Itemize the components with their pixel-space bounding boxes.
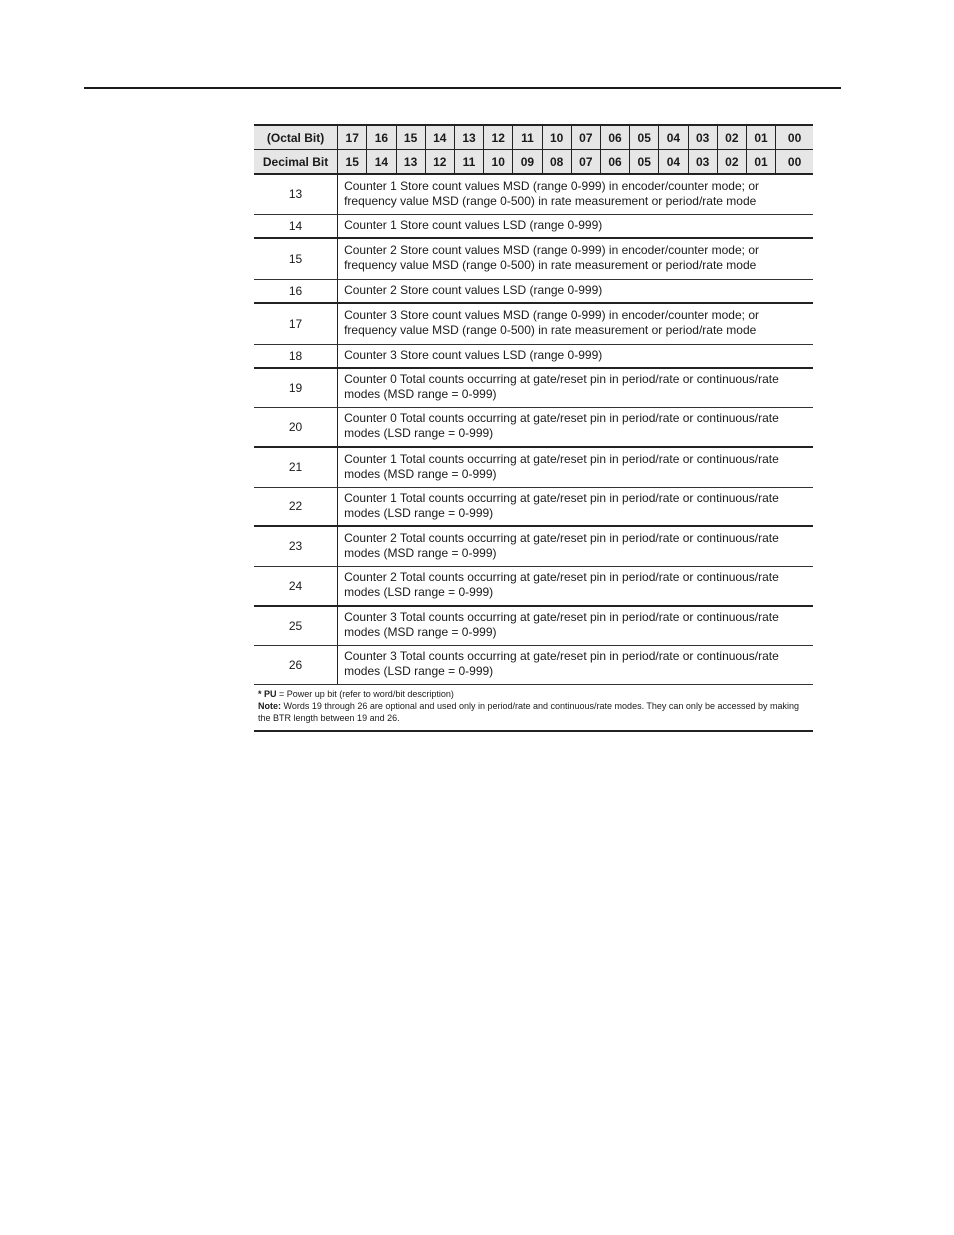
decimal-bit-cell: 03 (688, 150, 717, 175)
octal-bit-cell: 11 (513, 125, 542, 150)
decimal-bit-cell: 11 (454, 150, 483, 175)
word-number-cell: 13 (254, 174, 338, 214)
word-description-cell: Counter 3 Store count values MSD (range 0-999) in encoder/counter mode; or frequency value MSD (range 0-500) in rate measurement or period/rate mode (338, 303, 813, 344)
decimal-bit-cell: 09 (513, 150, 542, 175)
octal-bit-cell: 02 (717, 125, 746, 150)
word-description-cell: Counter 1 Store count values MSD (range 0-999) in encoder/counter mode; or frequency value MSD (range 0-500) in rate measurement or period/rate mode (338, 174, 813, 214)
decimal-bit-cell: 10 (484, 150, 513, 175)
table-row (254, 645, 813, 684)
table-row (254, 606, 813, 645)
table-row (254, 174, 813, 214)
table-row (254, 214, 813, 238)
octal-bit-cell: 16 (367, 125, 396, 150)
note-text: Words 19 through 26 are optional and used only in period/rate and continuous/rate modes. They can only be accessed by making the BTR length between 19 and 26. (258, 700, 799, 723)
octal-bit-cell: 14 (425, 125, 454, 150)
pu-footnote (258, 688, 809, 700)
octal-bit-cell: 15 (396, 125, 425, 150)
word-number-cell: 22 (254, 487, 338, 526)
octal-bit-cell: 07 (571, 125, 600, 150)
word-number-cell: 18 (254, 344, 338, 368)
octal-bit-cell: 10 (542, 125, 571, 150)
table-row (254, 279, 813, 303)
table-row (254, 303, 813, 344)
word-number-cell: 23 (254, 526, 338, 566)
decimal-bit-cell: 05 (630, 150, 659, 175)
word-description-cell: Counter 1 Store count values LSD (range 0-999) (338, 214, 813, 238)
table-row (254, 447, 813, 487)
octal-bit-cell: 05 (630, 125, 659, 150)
decimal-bit-cell: 01 (746, 150, 775, 175)
word-number-cell: 25 (254, 606, 338, 645)
word-description-cell: Counter 1 Total counts occurring at gate/reset pin in period/rate or continuous/rate modes (LSD range = 0-999) (338, 487, 813, 526)
octal-bit-header-row (254, 125, 813, 150)
word-description-cell: Counter 2 Store count values MSD (range 0-999) in encoder/counter mode; or frequency value MSD (range 0-500) in rate measurement or period/rate mode (338, 238, 813, 279)
table-row (254, 368, 813, 407)
decimal-bit-cell: 06 (600, 150, 629, 175)
decimal-bit-cell: 02 (717, 150, 746, 175)
decimal-bit-cell: 08 (542, 150, 571, 175)
top-rule (84, 87, 841, 89)
decimal-bit-cell: 00 (776, 150, 813, 175)
word-number-cell: 14 (254, 214, 338, 238)
decimal-bit-cell: 12 (425, 150, 454, 175)
octal-bit-cell: 06 (600, 125, 629, 150)
decimal-bit-cell: 13 (396, 150, 425, 175)
table-notes (254, 684, 813, 731)
note-label: Note: (258, 700, 281, 711)
octal-bit-cell: 01 (746, 125, 775, 150)
word-description-cell: Counter 2 Total counts occurring at gate/reset pin in period/rate or continuous/rate modes (LSD range = 0-999) (338, 566, 813, 606)
table-row (254, 344, 813, 368)
octal-bit-cell: 03 (688, 125, 717, 150)
bit-map-table (254, 124, 813, 732)
word-number-cell: 26 (254, 645, 338, 684)
word-description-cell: Counter 1 Total counts occurring at gate/reset pin in period/rate or continuous/rate modes (MSD range = 0-999) (338, 447, 813, 487)
word-number-cell: 19 (254, 368, 338, 407)
decimal-bit-cell: 07 (571, 150, 600, 175)
decimal-bit-cell: 14 (367, 150, 396, 175)
word-number-cell: 21 (254, 447, 338, 487)
word-number-cell: 15 (254, 238, 338, 279)
word-description-cell: Counter 2 Total counts occurring at gate/reset pin in period/rate or continuous/rate modes (MSD range = 0-999) (338, 526, 813, 566)
table-row (254, 526, 813, 566)
table-row (254, 238, 813, 279)
word-number-cell: 20 (254, 407, 338, 447)
octal-bit-cell: 17 (338, 125, 367, 150)
word-number-cell: 24 (254, 566, 338, 606)
word-description-cell: Counter 3 Store count values LSD (range 0-999) (338, 344, 813, 368)
word-description-cell: Counter 3 Total counts occurring at gate/reset pin in period/rate or continuous/rate modes (MSD range = 0-999) (338, 606, 813, 645)
pu-text: = Power up bit (refer to word/bit description) (276, 688, 454, 699)
pu-label: * PU (258, 688, 277, 699)
table-row (254, 407, 813, 447)
table-row (254, 487, 813, 526)
decimal-bit-cell: 04 (659, 150, 688, 175)
octal-bit-label: (Octal Bit) (254, 125, 338, 150)
octal-bit-cell: 04 (659, 125, 688, 150)
decimal-bit-header-row (254, 150, 813, 175)
octal-bit-cell: 00 (776, 125, 813, 150)
octal-bit-cell: 13 (454, 125, 483, 150)
word-number-cell: 16 (254, 279, 338, 303)
note-footnote (258, 700, 809, 724)
table-notes-row (254, 684, 813, 731)
word-description-cell: Counter 0 Total counts occurring at gate/reset pin in period/rate or continuous/rate modes (MSD range = 0-999) (338, 368, 813, 407)
decimal-bit-label: Decimal Bit (254, 150, 338, 175)
word-description-cell: Counter 0 Total counts occurring at gate/reset pin in period/rate or continuous/rate modes (LSD range = 0-999) (338, 407, 813, 447)
decimal-bit-cell: 15 (338, 150, 367, 175)
word-description-cell: Counter 2 Store count values LSD (range 0-999) (338, 279, 813, 303)
table-row (254, 566, 813, 606)
word-number-cell: 17 (254, 303, 338, 344)
octal-bit-cell: 12 (484, 125, 513, 150)
word-description-cell: Counter 3 Total counts occurring at gate/reset pin in period/rate or continuous/rate modes (LSD range = 0-999) (338, 645, 813, 684)
